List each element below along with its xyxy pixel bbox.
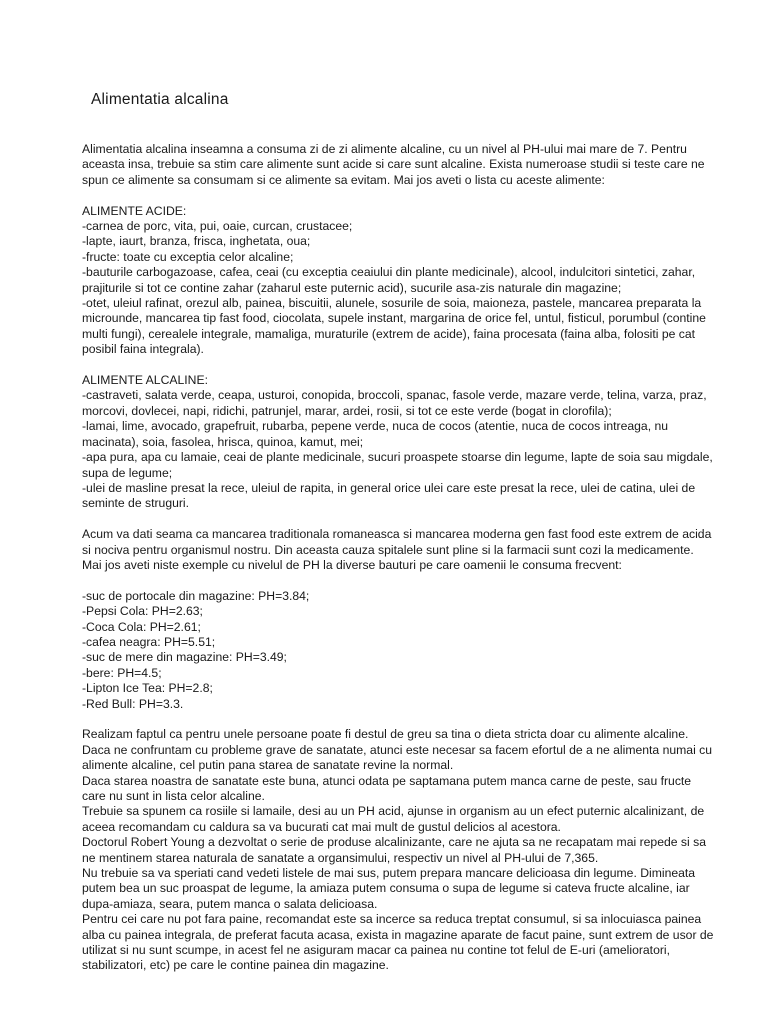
text-line: Daca ne confruntam cu probleme grave de sanatate, atunci este necesar sa facem efortul de a ne alimenta numai cu [82, 742, 713, 757]
paragraph [82, 203, 706, 358]
text-line: ne mentinem starea naturala de sanatate a organsimului, respectiv un nivel al PH-ului de 7,365. [82, 850, 599, 865]
paragraph [82, 527, 712, 573]
text-line: care nu sunt in lista celor alcaline. [82, 788, 265, 803]
text-line: -ulei de masline presat la rece, uleiul de rapita, in general orice ulei care este presat la rece, ulei de catina, ulei de [82, 480, 696, 495]
paragraph [82, 589, 694, 712]
paragraph [82, 727, 714, 974]
text-line: posibil faina integrala). [82, 342, 204, 357]
text-line: microunde, mancarea tip fast food, ciocolata, supele instant, margarina de orice fel, untul, fisticul, porumbul (contine [82, 311, 706, 326]
text-line: utilizat si nu sunt scumpe, in acest fel ne asiguram macar ca painea nu contine tot felul de E-uri (amelioratori, [82, 943, 670, 958]
text-line: Acum va dati seama ca mancarea traditionala romaneasca si mancarea moderna gen fast food este extrem de acida [82, 527, 712, 542]
paragraph [82, 142, 705, 188]
text-line: supa de legume; [82, 465, 173, 480]
text-line: -bere: PH=4.5; [82, 665, 162, 680]
document-title: Alimentatia alcalina [91, 91, 229, 108]
text-line: prajiturile si tot ce contine zahar (zaharul este puternic acid), sucurile asa-zis naturale din magazine; [82, 280, 622, 295]
text-line: -Pepsi Cola: PH=2.63; [82, 604, 203, 619]
text-line: -otet, uleiul rafinat, orezul alb, painea, biscuitii, alunele, sosurile de soia, maioneza, pastele, mancarea preparata la [82, 296, 702, 311]
text-line: Daca starea noastra de sanatate este buna, atunci odata pe saptamana putem manca carne de peste, sau fructe [82, 773, 692, 788]
text-line: -fructe: toate cu exceptia celor alcaline; [82, 249, 294, 264]
text-line: si nociva pentru organismul nostru. Din aceasta cauza spitalele sunt pline si la farmacii sunt cozi la medicamente. [82, 542, 694, 557]
text-line: putem bea un suc proaspat de legume, la amiaza putem consuma o supa de legume si cateva fructe alcaline, iar [82, 881, 690, 896]
text-line: -suc de portocale din magazine: PH=3.84; [82, 588, 310, 603]
text-line: -bauturile carbogazoase, cafea, ceai (cu exceptia ceaiului din plante medicinale), alcool, indulcitori sintetici, zahar, [82, 265, 696, 280]
text-line: seminte de struguri. [82, 496, 190, 511]
text-line: -cafea neagra: PH=5.51; [82, 634, 216, 649]
text-line: Pentru cei care nu pot fara paine, recomandat este sa incerce sa reduca treptat consumul, si sa inlocuiasca painea [82, 912, 702, 927]
text-line: alimente alcaline, cel putin pana starea de sanatate revine la normal. [82, 758, 454, 773]
text-line: spun ce alimente sa consumam si ce alimente sa evitam. Mai jos aveti o lista cu aceste alimente: [82, 172, 605, 187]
text-line: macinata), soia, fasolea, hrisca, quinoa, kamut, mei; [82, 434, 364, 449]
text-line: -Red Bull: PH=3.3. [82, 696, 184, 711]
text-line: ALIMENTE ACIDE: [82, 203, 187, 218]
text-line: -Lipton Ice Tea: PH=2.8; [82, 681, 213, 696]
text-line: -castraveti, salata verde, ceapa, usturoi, conopida, broccoli, spanac, fasole verde, mazare verde, telina, varza, praz, [82, 388, 707, 403]
text-line: Realizam faptul ca pentru unele persoane poate fi destul de greu sa tina o dieta stricta doar cu alimente alcaline. [82, 727, 689, 742]
text-line: dupa-amiaza, seara, putem manca o salata delicioasa. [82, 896, 378, 911]
text-line: Trebuie sa spunem ca rosiile si lamaile, desi au un PH acid, ajunse in organism au un efect puternic alcalinizant, de [82, 804, 705, 819]
text-line: -Coca Cola: PH=2.61; [82, 619, 201, 634]
text-line: ALIMENTE ALCALINE: [82, 373, 208, 388]
text-line: -lamai, lime, avocado, grapefruit, rubarba, pepene verde, nuca de cocos (atentie, nuca de cocos intreaga, nu [82, 419, 669, 434]
text-line: aceasta insa, trebuie sa stim care alimente sunt acide si care sunt alcaline. Exista numeroase studii si teste care ne [82, 157, 705, 172]
text-line: morcovi, dovlecei, napi, ridichi, patrunjel, marar, ardei, rosii, si tot ce este verde (bogat in clorofila); [82, 403, 612, 418]
text-line: multi fungi), cerealele integrale, mamaliga, muraturile (extrem de acide), faina procesata (faina alba, folositi pe cat [82, 326, 696, 341]
text-line: aceea recomandam cu caldura sa va bucurati cat mai mult de gustul delicios al acestora. [82, 819, 561, 834]
text-line: Doctorul Robert Young a dezvoltat o serie de produse alcalinizante, care ne ajuta sa ne recapatam mai repede si sa [82, 835, 706, 850]
text-line: Nu trebuie sa va speriati cand vedeti listele de mai sus, putem prepara mancare delicioasa din legume. Dimineata [82, 866, 696, 881]
text-line: stabilizatori, etc) pe care le contine painea din magazine. [82, 958, 389, 973]
text-line: -lapte, iaurt, branza, frisca, inghetata, oua; [82, 234, 311, 249]
text-line: -apa pura, apa cu lamaie, ceai de plante medicinale, sucuri proaspete stoarse din legume, lapte de soia sau migdale, [82, 450, 713, 465]
text-line: Alimentatia alcalina inseamna a consuma zi de zi alimente alcaline, cu un nivel al PH-ului mai mare de 7. Pentru [82, 142, 687, 156]
text-line: -suc de mere din magazine: PH=3.49; [82, 650, 287, 665]
paragraph [82, 373, 713, 512]
document-body [82, 142, 714, 989]
text-line: Mai jos aveti niste exemple cu nivelul de PH la diverse bauturi pe care oamenii le consuma frecvent: [82, 557, 622, 572]
text-line: alba cu painea integrala, de preferat facuta acasa, exista in magazine aparate de facut paine, sunt extrem de usor de [82, 927, 714, 942]
text-line: -carnea de porc, vita, pui, oaie, curcan, crustacee; [82, 219, 353, 234]
